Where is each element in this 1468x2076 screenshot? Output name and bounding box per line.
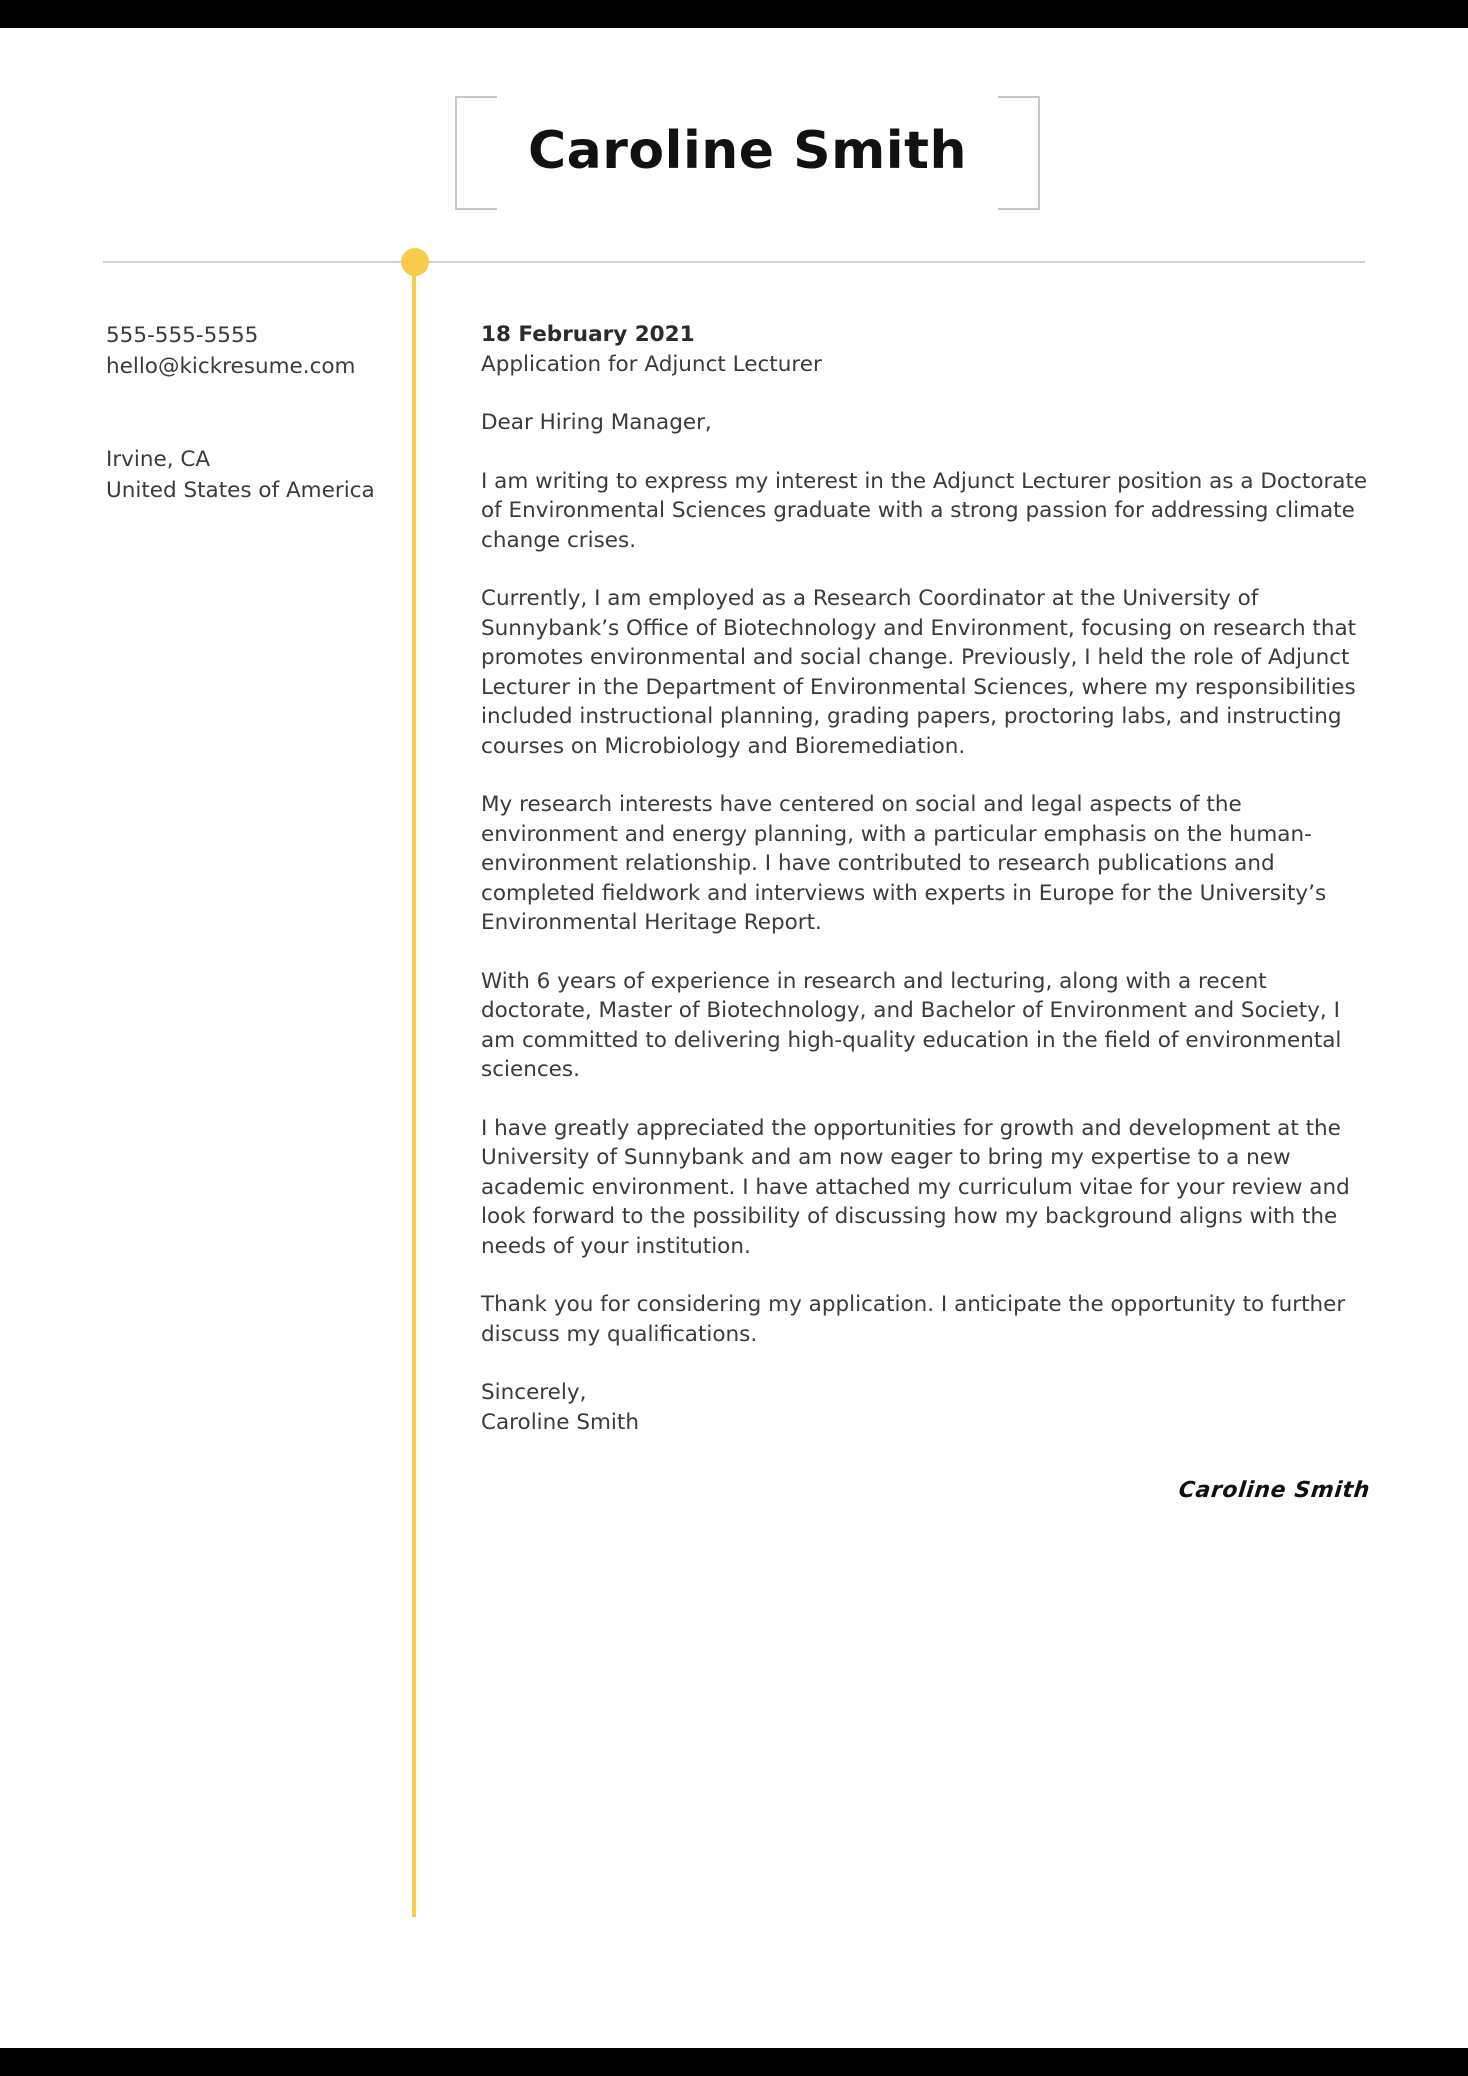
letter-meta [481,320,1371,350]
letter-paragraph: With 6 years of experience in research and lecturing, along with a recent doctorate, Master of Biotechnology, and Bachelor of Environment and Society, I am committed to delivering high-quality education in the field of environmental sciences. [481,968,1342,1082]
bottom-black-band [0,2048,1468,2076]
letter-closing: Sincerely, [481,1380,587,1405]
letter-salutation: Dear Hiring Manager, [481,410,712,435]
letter-paragraph: I have greatly appreciated the opportunities for growth and development at the University of Sunnybank and am now eager to bring my expertise to a new academic environment. I have attached my curriculum vitae for your review and look forward to the possibility of discussing how my background aligns with the needs of your institution. [481,1115,1350,1259]
sidebar-spacer [106,382,391,444]
document-header [0,96,1468,216]
handwritten-signature: Caroline Smith [1177,1478,1372,1503]
contact-block [106,320,391,382]
header-divider-rule [103,261,1365,263]
letter-paragraph: Currently, I am employed as a Research Coordinator at the University of Sunnybank’s Office of Biotechnology and Environment, focusing on research that promotes environmental and social change. Previously, I held the role of Adjunct Lecturer in the Department of Environmental Sciences, where my responsibilities included instructional planning, grading papers, proctoring labs, and instructing courses on Microbiology and Bioremediation. [481,586,1357,759]
letter-paragraph: My research interests have centered on social and legal aspects of the environment and energy planning, with a particular emphasis on the human-environment relationship. I have contributed to research publications and completed fieldwork and interviews with experts in Europe for the University’s Environmental Heritage Report. [481,792,1327,935]
letter-paragraph: I am writing to express my interest in the Adjunct Lecturer position as a Doctorate of Environmental Sciences graduate with a strong passion for addressing climate change crises. [481,468,1368,553]
name-bracket-group [455,96,1040,206]
letter-subject: Application for Adjunct Lecturer [481,351,822,377]
contact-sidebar [106,320,391,506]
accent-vertical-line [412,262,416,1917]
city-state: Irvine, CA [106,447,211,472]
letter-date: 18 February 2021 [481,322,695,347]
letter-closing-name: Caroline Smith [481,1409,639,1435]
email-address: hello@kickresume.com [106,354,356,379]
country: United States of America [106,478,375,503]
phone-number: 555-555-5555 [106,323,259,348]
top-black-band [0,0,1468,28]
location-block [106,444,391,506]
letter-paragraph: Thank you for considering my application. I anticipate the opportunity to further discuss my qualifications. [481,1292,1346,1347]
letter-body [481,320,1371,1466]
page-title: Caroline Smith [528,121,967,181]
